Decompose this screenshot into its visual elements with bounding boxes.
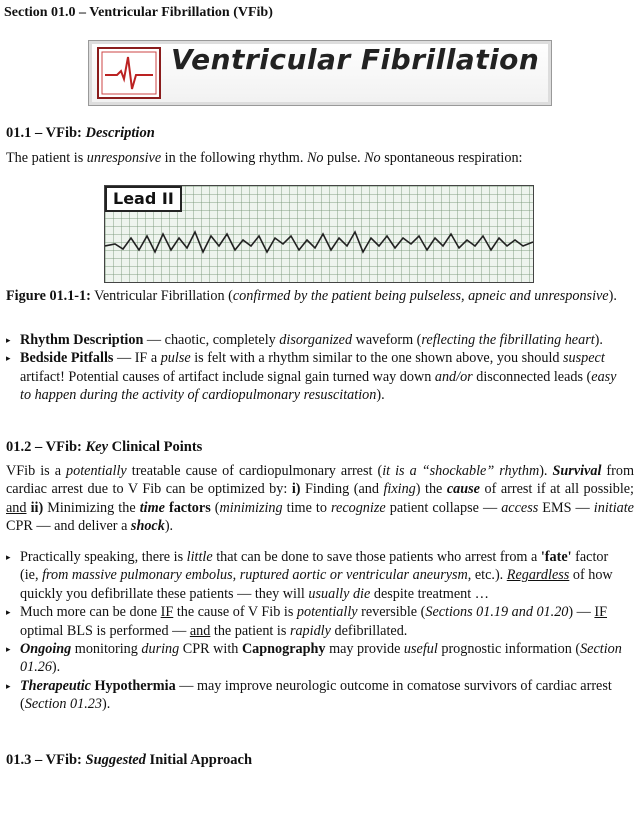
list-item: ▸ Rhythm Description — chaotic, completely disorganized waveform (reflecting the fibrillating heart). [6,332,603,348]
bullet-icon: ▸ [6,644,11,655]
intro-text: The patient is unresponsive in the following rhythm. No pulse. No spontaneous respiration: [6,150,523,166]
heading-italic: Description [85,125,155,141]
bullet-icon: ▸ [6,552,11,562]
heading-key-points: 01.2 – VFib: Key Clinical Points [6,439,203,455]
ecg-strip [104,185,534,283]
banner-title: Ventricular Fibrillation [171,43,540,76]
bullet-icon: ▸ [6,680,11,691]
title-banner [88,40,552,106]
bullet-icon: ▸ [6,607,11,618]
bullet-icon: ▸ [6,335,11,345]
ecg-monitor-icon [97,47,161,99]
figure-label: Figure 01.1-1: [6,288,91,304]
list-item: ▸ Ongoing monitoring during CPR with Capnography may provide useful prognostic information (Section 01.26). [6,641,622,676]
lead-label: Lead II [105,186,182,212]
bullet-icon: ▸ [6,353,11,364]
bullet-list-1 [6,331,628,405]
bullet-list-2 [6,548,628,714]
figure-caption: Figure 01.1-1: Ventricular Fibrillation (confirmed by the patient being pulseless, apneic and unresponsive). [6,288,617,304]
list-item: ▸ Much more can be done IF the cause of V Fib is potentially reversible (Sections 01.19 and 01.20) — IF optimal BLS is performed — and the patient is rapidly defibrillated. [6,604,608,639]
heading-description [6,124,155,142]
section-title: Section 01.0 – Ventricular Fibrillation (VFib) [4,5,273,20]
list-item: ▸ Bedside Pitfalls — IF a pulse is felt with a rhythm similar to the one shown above, you should suspect artifact! Potential causes of artifact include signal gain turned way down and/or disconnected leads (easy to happen during the activity of cardiopulmonary resuscitation). [6,350,617,404]
heading-prefix: 01.1 – VFib: [6,125,82,141]
list-item: ▸ Therapeutic Hypothermia — may improve neurologic outcome in comatose survivors of cardiac arrest (Section 01.23). [6,677,612,713]
heading-initial-approach: 01.3 – VFib: Suggested Initial Approach [6,752,253,768]
list-item: ▸ Practically speaking, there is little that can be done to save those patients who arrest from a 'fate' factor (ie, from massive pulmonary embolus, ruptured aortic or ventricular aneurysm, etc.). Regardless of how quickly you defibrillate these patients — they will usually die despite treatment … [6,549,613,602]
key-points-paragraph: VFib is a potentially treatable cause of cardiopulmonary arrest (it is a “shockable” rhythm). Survival from cardiac arrest due to V Fib can be optimized by: i) Finding (and fixing) the cause of arrest if at all possible; and ii) Minimizing the time factors (minimizing time to recognize patient collapse — access EMS — initiate CPR — and deliver a shock). [6,463,634,535]
